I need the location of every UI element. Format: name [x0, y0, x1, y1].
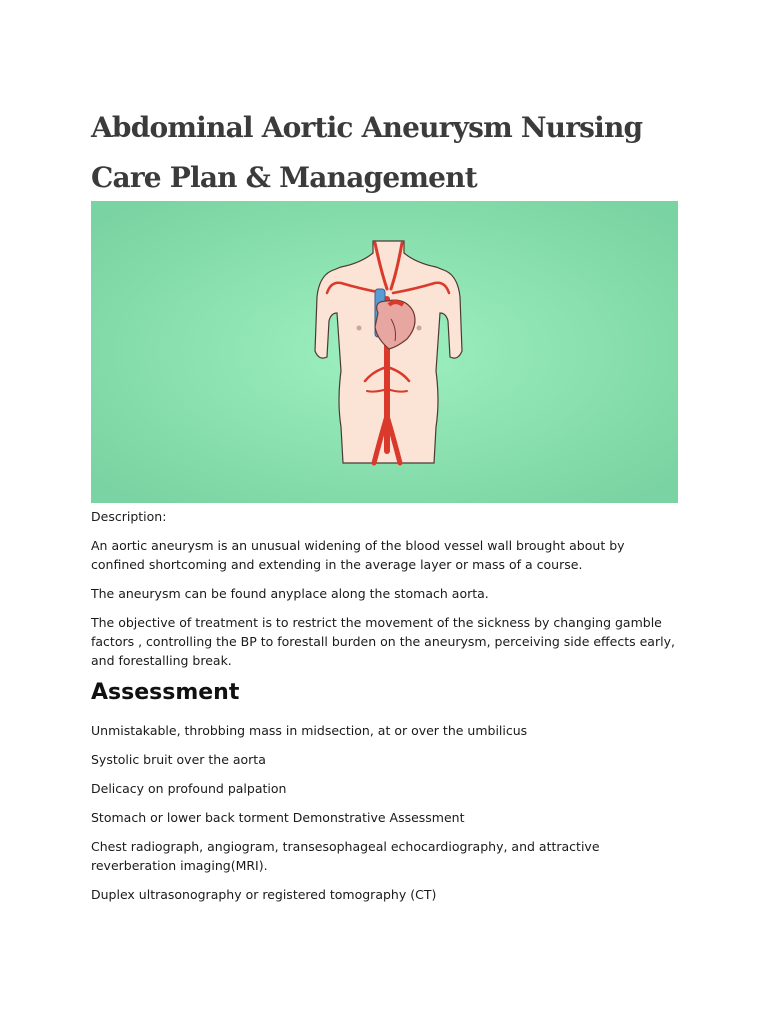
description-label: Description: [91, 509, 167, 524]
torso-aorta-diagram [91, 201, 678, 503]
description-paragraph-2: The aneurysm can be found anyplace along the stomach aorta. [91, 586, 489, 601]
description-paragraph-1: An aortic aneurysm is an unusual widening of the blood vessel wall brought about by confined shortcoming and extending in the average layer or mass of a course. [91, 538, 625, 572]
aorta-illustration [91, 201, 678, 503]
assessment-item: Delicacy on profound palpation [91, 781, 287, 796]
assessment-item: Systolic bruit over the aorta [91, 752, 266, 767]
assessment-item: Unmistakable, throbbing mass in midsection, at or over the umbilicus [91, 723, 528, 738]
assessment-item: Duplex ultrasonography or registered tomography (CT) [91, 887, 437, 902]
assessment-item: Stomach or lower back torment Demonstrative Assessment [91, 810, 465, 825]
description-paragraph-3: The objective of treatment is to restrict the movement of the sickness by changing gamble factors , controlling the BP to forestall burden on the aneurysm, perceiving side effects early, and forestalling break. [91, 615, 675, 668]
assessment-item: Chest radiograph, angiogram, transesophageal echocardiography, and attractive reverberation imaging(MRI). [91, 839, 600, 873]
page-title: Abdominal Aortic Aneurysm Nursing Care Plan & Management [91, 111, 643, 194]
assessment-heading: Assessment [91, 680, 240, 705]
